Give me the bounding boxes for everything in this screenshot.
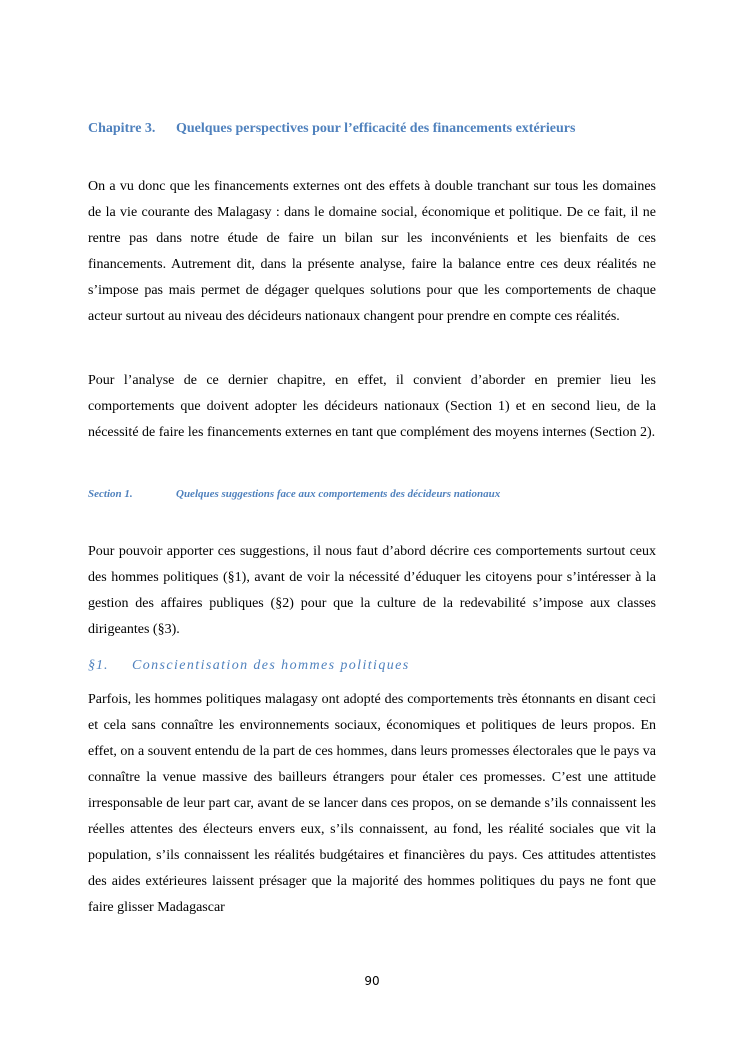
section-number: Section 1. <box>88 488 133 500</box>
page-number: 90 <box>364 974 380 988</box>
chapter-heading <box>88 121 668 137</box>
subsection-title-text: Conscientisation des hommes politiques <box>132 658 410 673</box>
subsection-heading <box>88 658 668 674</box>
paragraph-politicians: Parfois, les hommes politiques malagasy ont adopté des comportements très étonnants en disant ceci et cela sans connaître les environnements sociaux, économiques et politiques de leurs propos. En effet, on a souvent entendu de la part de ces hommes, dans leurs promesses électorales que le pays va connaître la venue massive des bailleurs étrangers pour étaler ces promesses. C’est une attitude irresponsable de leur part car, avant de se lancer dans ces propos, on se demande s’ils connaissent les réelles attentes des électeurs envers eux, s’ils connaissent, au fond, les réalité sociales que vit la population, s’ils connaissent les réalités budgétaires et financières du pays. Ces attitudes attentistes des aides extérieures laissent présager que la majorité des hommes politiques du pays ne font que faire glisser Madagascar <box>88 692 656 915</box>
chapter-title-text: Quelques perspectives pour l’efficacité des financements extérieurs <box>176 121 576 136</box>
chapter-number: Chapitre 3. <box>88 121 156 136</box>
subsection-number: §1. <box>88 658 109 673</box>
paragraph-section-intro: Pour pouvoir apporter ces suggestions, il nous faut d’abord décrire ces comportements surtout ceux des hommes politiques (§1), avant de voir la nécessité d’éduquer les citoyens pour s’intéresser à la gestion des affaires publiques (§2) pour que la culture de la redevabilité s’impose aux classes dirigeantes (§3). <box>88 544 656 637</box>
section-title-text: Quelques suggestions face aux comportements des décideurs nationaux <box>176 488 501 500</box>
paragraph-outline: Pour l’analyse de ce dernier chapitre, en effet, il convient d’aborder en premier lieu les comportements que doivent adopter les décideurs nationaux (Section 1) et en second lieu, de la nécessité de faire les financements externes en tant que complément des moyens internes (Section 2). <box>88 373 656 440</box>
section-heading <box>88 488 668 500</box>
paragraph-intro: On a vu donc que les financements externes ont des effets à double tranchant sur tous les domaines de la vie courante des Malagasy : dans le domaine social, économique et politique. De ce fait, il ne rentre pas dans notre étude de faire un bilan sur les inconvénients et les bienfaits de ces financements. Autrement dit, dans la présente analyse, faire la balance entre ces deux réalités ne s’impose pas mais permet de dégager quelques solutions pour que les comportements de chaque acteur surtout au niveau des décideurs nationaux changent pour prendre en compte ces réalités. <box>88 179 656 324</box>
